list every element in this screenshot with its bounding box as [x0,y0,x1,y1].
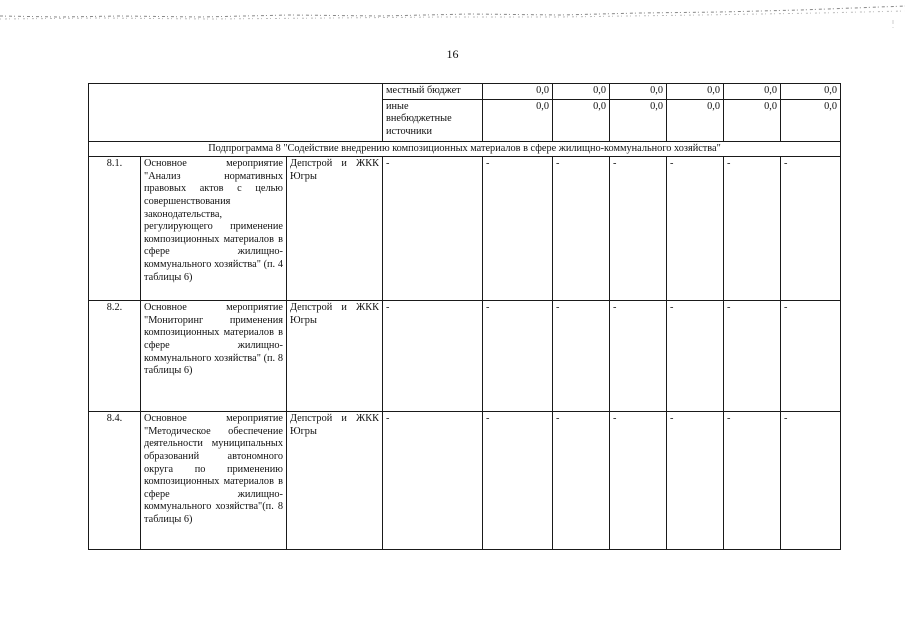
value-cell: - [610,301,667,412]
value-cell: 0,0 [781,99,841,141]
value-cell: - [667,157,724,301]
value-cell: 0,0 [667,99,724,141]
value-cell: - [553,412,610,550]
value-cell: 0,0 [781,84,841,100]
measure-name: Основное мероприятие "Методическое обеспечение деятельности муниципальных образований автономного округа по применению композиционных материалов в сфере жилищно-коммунального хозяйства"(п. 8 таблицы 6) [141,412,287,550]
executor: Депстрой и ЖКК Югры [287,412,383,550]
table-row [89,157,841,301]
value-cell: 0,0 [610,84,667,100]
measure-name: Основное мероприятие "Мониторинг применения композиционных материалов в сфере жилищно-коммунального хозяйства" (п. 8 таблицы 6) [141,301,287,412]
row-number: 8.1. [89,157,141,301]
value-cell: 0,0 [724,99,781,141]
row-number: 8.4. [89,412,141,550]
value-cell: 0,0 [553,99,610,141]
value-cell: - [781,157,841,301]
value-cell: - [610,412,667,550]
value-cell: 0,0 [667,84,724,100]
value-cell: 0,0 [483,99,553,141]
scan-edge-noise [0,0,905,28]
value-cell: - [483,301,553,412]
value-cell: 0,0 [553,84,610,100]
table-row [89,412,841,550]
empty-header-cell [89,84,383,142]
value-cell: 0,0 [610,99,667,141]
budget-table [88,83,841,550]
value-cell: - [553,157,610,301]
value-cell: - [483,157,553,301]
value-cell: - [781,412,841,550]
source-cell: - [383,412,483,550]
source-cell: - [383,301,483,412]
table-row-local-budget [89,84,841,100]
row-number: 8.2. [89,301,141,412]
value-cell: 0,0 [483,84,553,100]
value-cell: - [667,412,724,550]
value-cell: - [610,157,667,301]
value-cell: 0,0 [724,84,781,100]
measure-name: Основное мероприятие "Анализ нормативных правовых актов с целью совершенствования законодательства, регулирующего применение композиционных материалов в сфере жилищно-коммунального хозяйства" (п. 4 таблицы 6) [141,157,287,301]
executor: Депстрой и ЖКК Югры [287,157,383,301]
value-cell: - [724,412,781,550]
executor: Депстрой и ЖКК Югры [287,301,383,412]
value-cell: - [781,301,841,412]
value-cell: - [724,301,781,412]
value-cell: - [667,301,724,412]
subprogram-title: Подпрограмма 8 "Содействие внедрению композиционных материалов в сфере жилищно-коммунального хозяйства" [89,141,841,157]
page-number: 16 [446,47,459,61]
source-cell: - [383,157,483,301]
value-cell: - [553,301,610,412]
source-cell: местный бюджет [383,84,483,100]
value-cell: - [483,412,553,550]
table-row-subprogram [89,141,841,157]
value-cell: - [724,157,781,301]
source-cell: иные внебюджетные источники [383,99,483,141]
table-row [89,301,841,412]
